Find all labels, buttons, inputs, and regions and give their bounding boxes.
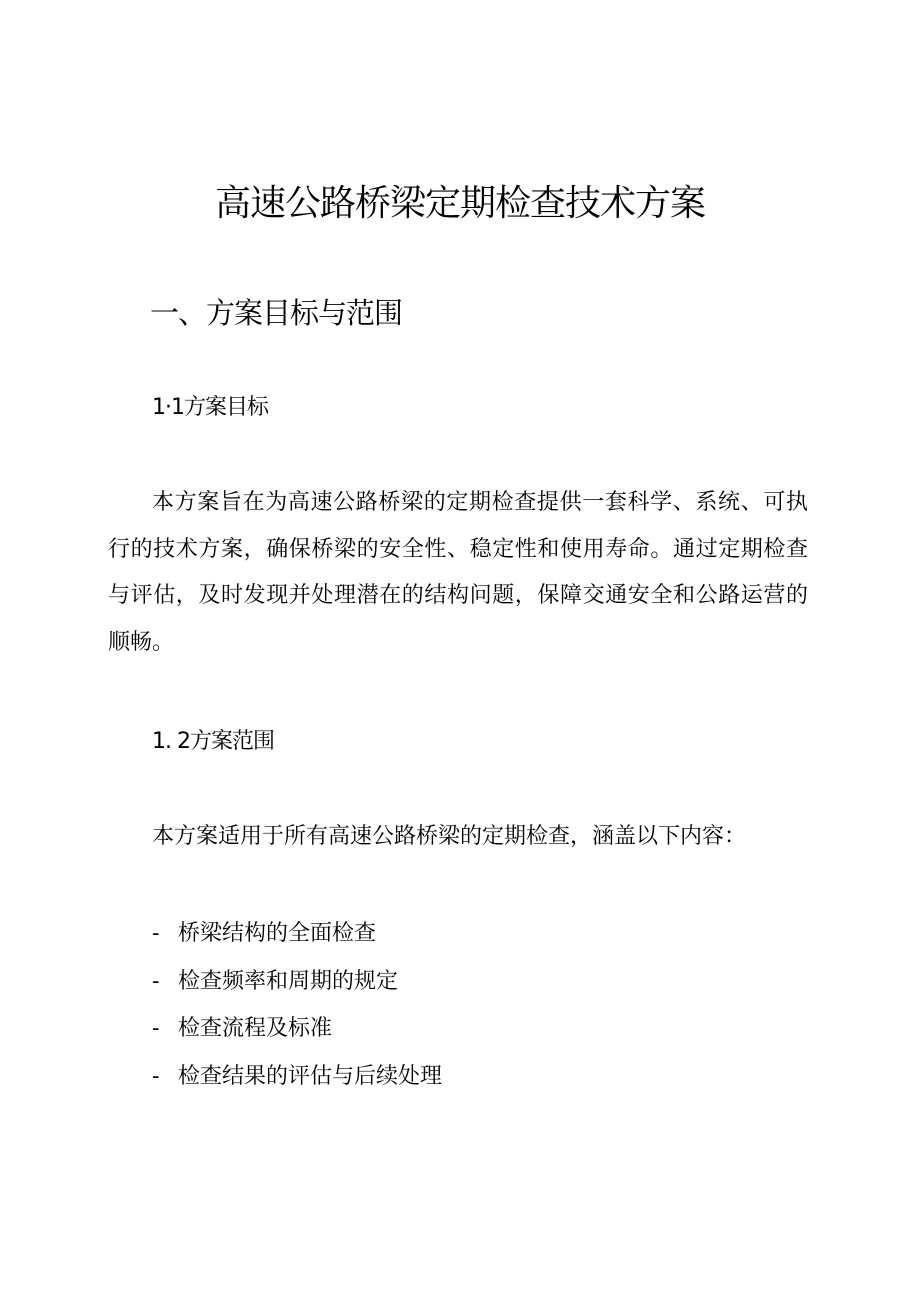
list-dash: - — [152, 1063, 160, 1089]
list-item — [152, 1053, 442, 1101]
list-item — [152, 958, 442, 1006]
list-item-text: 检查流程及标准 — [178, 1016, 333, 1041]
list-dash: - — [152, 968, 160, 994]
subsection-heading-goals: 1·1方案目标 — [152, 395, 268, 420]
list-item-text: 检查频率和周期的规定 — [178, 968, 399, 994]
subsection-heading-scope: 1. 2方案范围 — [152, 729, 274, 754]
document-title: 高速公路桥梁定期检查技术方案 — [214, 183, 705, 224]
list-item — [152, 910, 442, 958]
list-item-text: 桥梁结构的全面检查 — [178, 921, 377, 946]
list-item — [152, 1005, 442, 1053]
list-dash: - — [152, 921, 160, 946]
goals-paragraph: 本方案旨在为高速公路桥梁的定期检查提供一套科学、系统、可执行的技术方案，确保桥梁的安全性、稳定性和使用寿命。通过定期检查与评估，及时发现并处理潜在的结构问题，保障交通安全和公路运营的顺畅。 — [108, 490, 808, 655]
scope-list — [152, 910, 442, 1100]
list-item-text: 检查结果的评估与后续处理 — [178, 1063, 443, 1089]
section-heading-goals-scope: 一、方案目标与范围 — [150, 296, 403, 330]
list-dash: - — [152, 1016, 160, 1041]
scope-paragraph: 本方案适用于所有高速公路桥梁的定期检查，涵盖以下内容： — [152, 824, 747, 849]
